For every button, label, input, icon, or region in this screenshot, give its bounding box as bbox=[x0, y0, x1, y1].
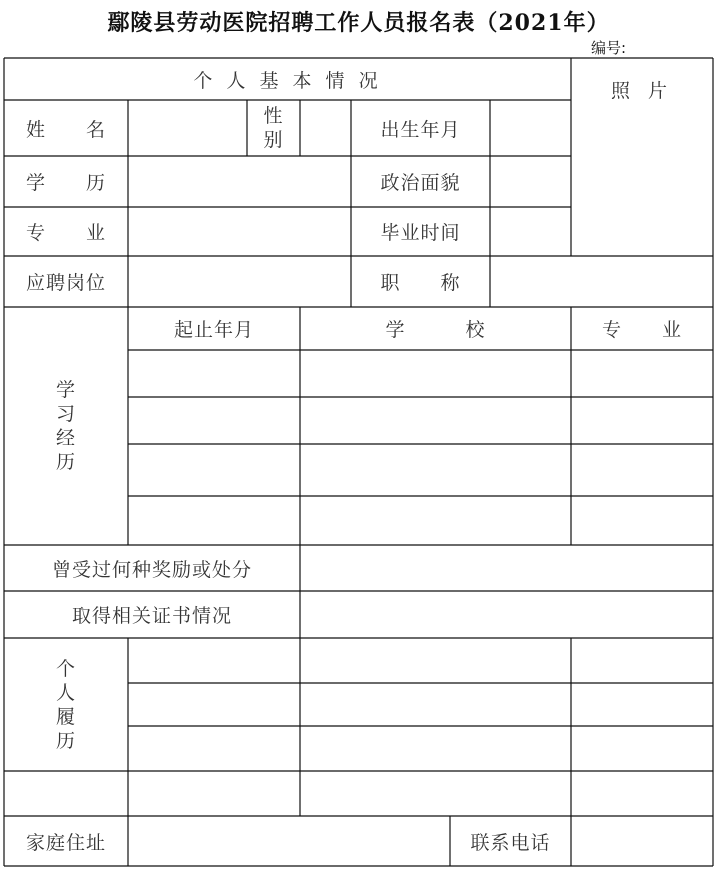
study-header-school: 学 校 bbox=[385, 319, 486, 341]
resume-label: 个人履历 bbox=[56, 657, 77, 752]
study-header-period: 起止年月 bbox=[173, 319, 254, 341]
major-field[interactable] bbox=[128, 207, 351, 256]
study-major-field[interactable] bbox=[571, 350, 713, 397]
study-period-field[interactable] bbox=[128, 444, 300, 496]
birth-date-field[interactable] bbox=[490, 100, 571, 156]
study-school-field[interactable] bbox=[300, 350, 571, 397]
photo-area[interactable] bbox=[571, 120, 713, 256]
photo-label: 照 片 bbox=[610, 79, 674, 102]
resume-period-field[interactable] bbox=[128, 683, 300, 726]
study-school-field[interactable] bbox=[300, 444, 571, 496]
professional-title-label: 职 称 bbox=[380, 272, 461, 294]
resume-role-field[interactable] bbox=[571, 726, 713, 771]
awards-field[interactable] bbox=[300, 545, 713, 591]
education-label: 学 历 bbox=[25, 172, 106, 194]
gender-field[interactable] bbox=[300, 100, 351, 156]
study-period-field[interactable] bbox=[128, 496, 300, 545]
resume-org-field[interactable] bbox=[300, 683, 571, 726]
resume-period-field[interactable] bbox=[128, 726, 300, 771]
resume-role-field[interactable] bbox=[571, 638, 713, 683]
study-history-label: 学习经历 bbox=[56, 379, 77, 473]
certificates-field[interactable] bbox=[300, 591, 713, 638]
resume-period-field[interactable] bbox=[128, 771, 300, 816]
phone-label: 联系电话 bbox=[470, 831, 551, 854]
form-title: 鄢陵县劳动医院招聘工作人员报名表（2021年） bbox=[107, 10, 610, 36]
name-field[interactable] bbox=[128, 100, 247, 156]
birth-date-label: 出生年月 bbox=[380, 118, 461, 141]
resume-org-field[interactable] bbox=[300, 638, 571, 683]
study-school-field[interactable] bbox=[300, 397, 571, 444]
applied-position-field[interactable] bbox=[128, 256, 351, 307]
political-status-field[interactable] bbox=[490, 156, 571, 207]
study-school-field[interactable] bbox=[300, 496, 571, 545]
graduation-date-field[interactable] bbox=[490, 207, 571, 256]
study-major-field[interactable] bbox=[571, 444, 713, 496]
resume-extra-field[interactable] bbox=[4, 771, 128, 816]
graduation-date-label: 毕业时间 bbox=[380, 222, 461, 244]
study-major-field[interactable] bbox=[571, 496, 713, 545]
home-address-label: 家庭住址 bbox=[25, 831, 106, 854]
political-status-label: 政治面貌 bbox=[380, 172, 461, 194]
applied-position-label: 应聘岗位 bbox=[25, 272, 106, 294]
phone-field[interactable] bbox=[571, 816, 713, 866]
study-header-major: 专 业 bbox=[601, 319, 682, 341]
gender-label: 性别 bbox=[263, 105, 284, 151]
study-major-field[interactable] bbox=[571, 397, 713, 444]
serial-number-label: 编号: bbox=[591, 39, 627, 57]
professional-title-field[interactable] bbox=[490, 256, 713, 307]
resume-org-field[interactable] bbox=[300, 771, 571, 816]
major-label: 专 业 bbox=[25, 222, 106, 244]
study-period-field[interactable] bbox=[128, 397, 300, 444]
home-address-field[interactable] bbox=[128, 816, 450, 866]
awards-label: 曾受过何种奖励或处分 bbox=[51, 558, 252, 581]
resume-period-field[interactable] bbox=[128, 638, 300, 683]
section-basic-info: 个 人 基 本 情 况 bbox=[193, 69, 382, 92]
study-period-field[interactable] bbox=[128, 350, 300, 397]
education-field[interactable] bbox=[128, 156, 351, 207]
name-label: 姓 名 bbox=[25, 118, 106, 141]
resume-role-field[interactable] bbox=[571, 683, 713, 726]
resume-org-field[interactable] bbox=[300, 726, 571, 771]
resume-role-field[interactable] bbox=[571, 771, 713, 816]
certificates-label: 取得相关证书情况 bbox=[71, 605, 232, 627]
